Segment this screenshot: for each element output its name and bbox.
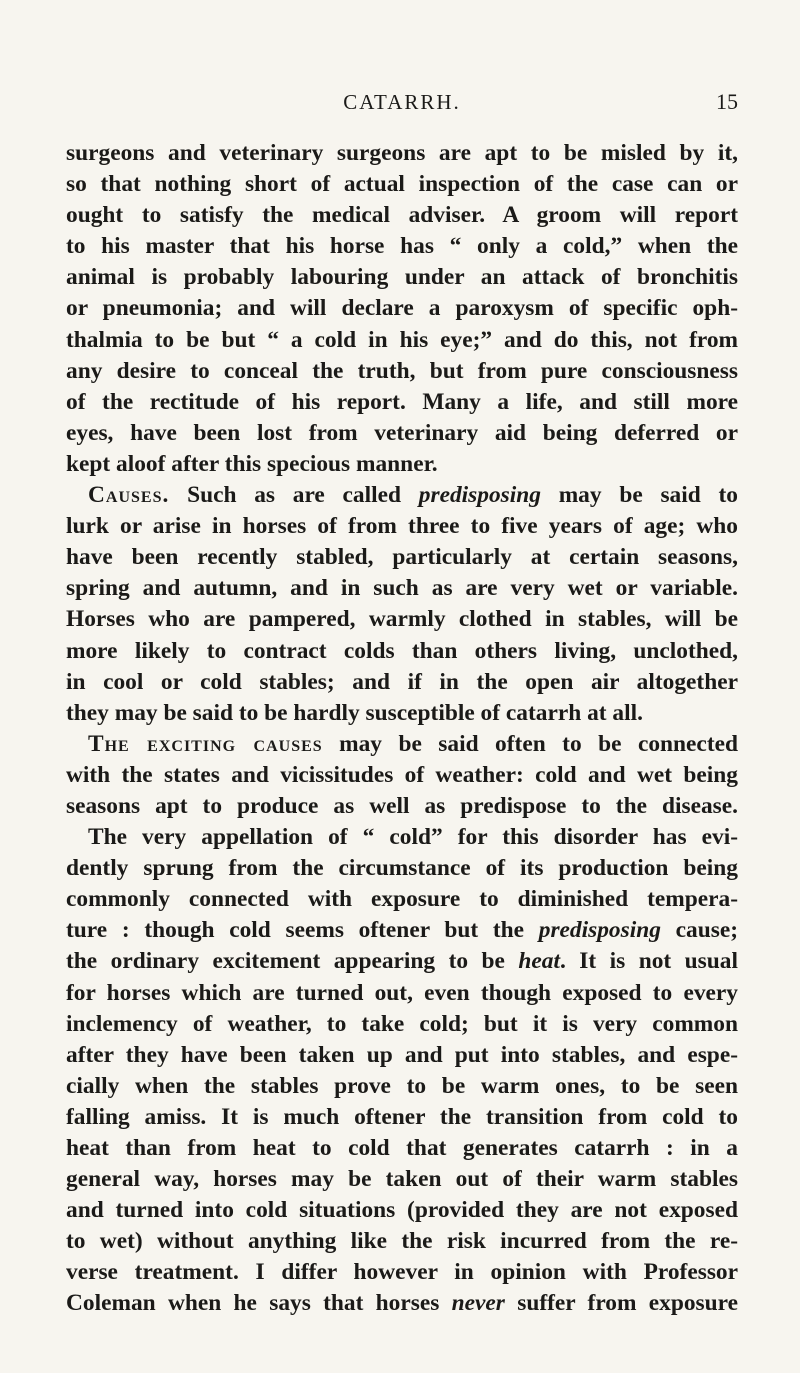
text-line bbox=[66, 1164, 738, 1195]
text-line bbox=[66, 542, 738, 573]
text-run: suffer from exposure bbox=[504, 1290, 738, 1317]
text-run: surgeons and veterinary surgeons are apt to be misled by it, bbox=[66, 140, 738, 166]
text-line bbox=[66, 791, 738, 822]
text-line bbox=[66, 604, 738, 635]
text-line bbox=[66, 729, 738, 760]
text-run: general way, horses may be taken out of their warm stables bbox=[66, 1166, 738, 1193]
text-line bbox=[66, 356, 738, 387]
text-line bbox=[66, 1009, 738, 1040]
text-line bbox=[66, 1195, 738, 1226]
text-line bbox=[66, 200, 738, 231]
text-run: for horses which are turned out, even though exposed to every bbox=[66, 979, 738, 1006]
text-run: or pneumonia; and will declare a paroxysm of specific oph- bbox=[66, 295, 738, 322]
text-line bbox=[66, 760, 738, 791]
text-line bbox=[66, 293, 738, 324]
text-run: Such as are called bbox=[169, 482, 419, 509]
text-line bbox=[66, 1102, 738, 1133]
text-run: they may be said to be hardly susceptible of catarrh at all. bbox=[66, 699, 643, 726]
text-run: may be said to bbox=[540, 482, 738, 509]
text-line bbox=[66, 169, 738, 200]
text-run: more likely to contract colds than others living, unclothed, bbox=[66, 637, 738, 664]
text-line bbox=[66, 946, 738, 977]
text-line bbox=[66, 884, 738, 915]
text-run: inclemency of weather, to take cold; but it is very common bbox=[66, 1010, 738, 1037]
text-line bbox=[66, 853, 738, 884]
text-line bbox=[66, 325, 738, 356]
text-run: and turned into cold situations (provided they are not exposed bbox=[66, 1197, 738, 1224]
text-line bbox=[66, 1133, 738, 1164]
text-run: any desire to conceal the truth, but from pure consciousness bbox=[66, 357, 738, 384]
text-run: in cool or cold stables; and if in the open air altogether bbox=[66, 668, 738, 695]
text-run: with the states and vicissitudes of weather: cold and wet being bbox=[66, 761, 738, 788]
text-run: Horses who are pampered, warmly clothed in stables, will be bbox=[66, 606, 738, 633]
italic-term: never bbox=[451, 1290, 505, 1317]
run-in-heading: Causes. bbox=[88, 482, 170, 509]
text-run: the ordinary excitement appearing to be bbox=[66, 948, 519, 975]
text-run: have been recently stabled, particularly at certain seasons, bbox=[66, 544, 738, 571]
italic-term: predisposing bbox=[538, 917, 661, 944]
text-run: eyes, have been lost from veterinary aid being deferred or bbox=[66, 419, 738, 446]
text-line bbox=[66, 667, 738, 698]
text-run: cause; bbox=[660, 917, 738, 944]
text-run: to wet) without anything like the risk incurred from the re- bbox=[66, 1228, 738, 1255]
text-run: cially when the stables prove to be warm ones, to be seen bbox=[66, 1072, 738, 1099]
italic-term: predisposing bbox=[418, 482, 541, 509]
text-run: falling amiss. It is much oftener the transition from cold to bbox=[66, 1103, 738, 1130]
text-run: verse treatment. I differ however in opinion with Professor bbox=[66, 1259, 738, 1286]
text-run: heat than from heat to cold that generates catarrh : in a bbox=[66, 1135, 738, 1161]
text-line bbox=[66, 978, 738, 1009]
text-run: lurk or arise in horses of from three to five years of age; who bbox=[66, 513, 738, 540]
text-line bbox=[66, 822, 738, 853]
text-run: seasons apt to produce as well as predispose to the disease. bbox=[66, 792, 738, 819]
page-number: 15 bbox=[716, 89, 738, 114]
text-run: ture : though cold seems oftener but the bbox=[66, 917, 539, 944]
text-run: thalmia to be but “ a cold in his eye;” and do this, not from bbox=[66, 326, 738, 353]
text-run: dently sprung from the circumstance of its production being bbox=[66, 855, 738, 882]
text-line bbox=[66, 480, 738, 511]
text-line bbox=[66, 573, 738, 604]
text-run: to his master that his horse has “ only a cold,” when the bbox=[66, 233, 738, 260]
text-run: may be said often to be connected bbox=[322, 730, 738, 757]
text-run: animal is probably labouring under an attack of bronchitis bbox=[66, 264, 738, 291]
text-run: after they have been taken up and put into stables, and espe- bbox=[66, 1041, 738, 1068]
text-line bbox=[66, 231, 738, 262]
run-in-heading: The exciting causes bbox=[88, 730, 323, 757]
text-line bbox=[66, 449, 738, 480]
text-run: commonly connected with exposure to diminished tempera- bbox=[66, 886, 738, 913]
text-line bbox=[66, 636, 738, 667]
text-line bbox=[66, 1257, 738, 1288]
text-line bbox=[66, 1071, 738, 1102]
text-line bbox=[66, 387, 738, 418]
italic-term: heat bbox=[518, 948, 560, 975]
text-line bbox=[66, 1226, 738, 1257]
text-line bbox=[66, 698, 738, 729]
text-line bbox=[66, 1040, 738, 1071]
text-line bbox=[66, 1288, 738, 1319]
running-title: CATARRH. bbox=[343, 90, 461, 114]
running-header bbox=[66, 86, 738, 120]
body-text bbox=[66, 138, 738, 1320]
text-run: Coleman when he says that horses bbox=[66, 1290, 452, 1317]
text-line bbox=[66, 418, 738, 449]
text-run: . It is not usual bbox=[559, 948, 738, 975]
text-line bbox=[66, 511, 738, 542]
text-run: ought to satisfy the medical adviser. A groom will report bbox=[66, 202, 738, 229]
text-run: so that nothing short of actual inspection of the case can or bbox=[66, 171, 738, 198]
text-run: of the rectitude of his report. Many a life, and still more bbox=[66, 388, 738, 415]
text-line bbox=[66, 138, 738, 169]
text-line bbox=[66, 262, 738, 293]
text-run: spring and autumn, and in such as are very wet or variable. bbox=[66, 575, 738, 602]
text-line bbox=[66, 915, 738, 946]
text-run: The very appellation of “ cold” for this disorder has evi- bbox=[88, 824, 738, 851]
text-run: kept aloof after this specious manner. bbox=[66, 450, 438, 477]
